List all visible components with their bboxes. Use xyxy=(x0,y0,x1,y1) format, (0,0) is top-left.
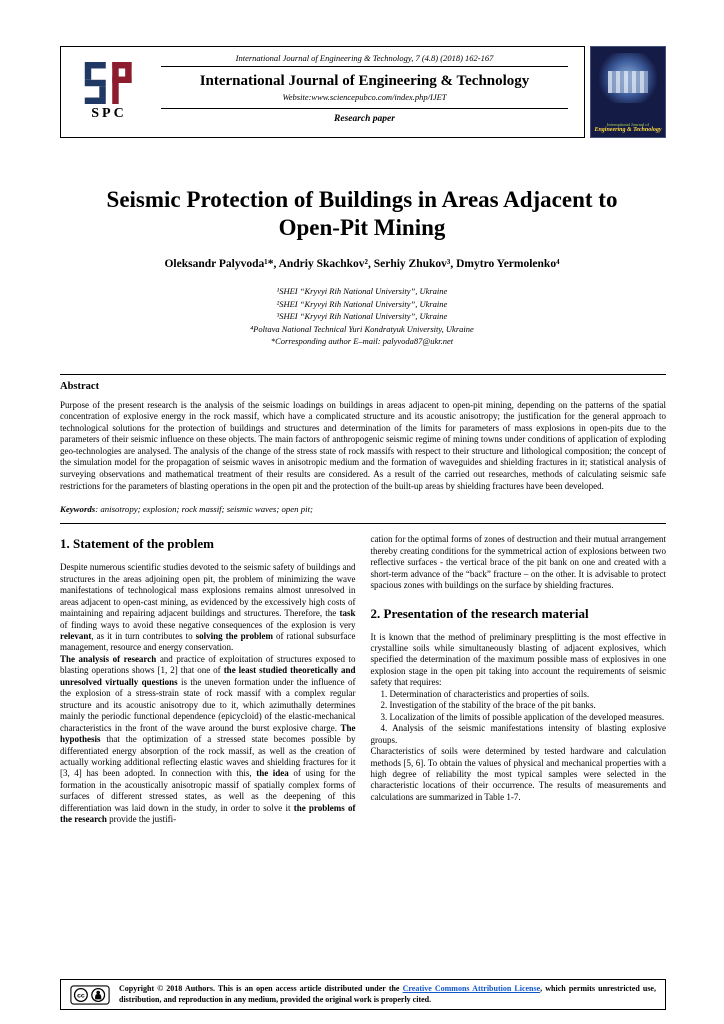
body-columns xyxy=(60,534,666,825)
journal-header-box xyxy=(60,46,585,138)
section-2-intro-paragraph: It is known that the method of preliminary presplitting is the most effective in crystalline soils while simultaneously blasting of adjacent explosives, which specified the determination of the maximum possible mass of explosives in one explosion stage in the open pit taking into account the requirements of seismic safety that requires: xyxy=(370,631,666,688)
svg-text:cc: cc xyxy=(77,991,85,999)
abstract-text: Purpose of the present research is the analysis of the seismic loadings on buildings in areas adjacent to open-pit mining, depending on the patterns of the spatial concentration of explosive energy in the rock massif, which have a complicated structure and its acoustic anisotropy; the justification for the general approach to technological solutions for the protection of buildings and structures and determination of the limits for parameters of mass explosions in open-pits due to the parameters of their seismic influence on these objects. The main factors of anthropogenic seismic regime of mining towns under conditions of application of exploding geo-technologies are analysed. The analysis of the change of the stress state of rock massifs with respect to their structure and lithological composition; the concept of the simulation model for the propagation of seismic waves in anisotropic medium and the formation of waveguides and shielding fractures in it; statistical analysis of surveying observations and mathematical treatment of their results are considered. As a result of the carried out researches, methods of calculating seismic safe restrictions for the parameters of blasting operations in the open pit and the protection of the built-up areas by shielding fractures have been developed. xyxy=(60,399,666,491)
cover-art-detail xyxy=(608,71,648,93)
list-item-2: 2. Investigation of the stability of the brace of the pit banks. xyxy=(380,700,596,711)
affiliation-2: ²SHEI “Kryvyi Rih National University”, Ukraine xyxy=(276,298,448,309)
abstract-heading: Abstract xyxy=(60,380,100,392)
cover-journal-name: Engineering & Technology xyxy=(594,127,662,133)
cc-by-license-icon xyxy=(70,985,110,1005)
list-item-1: 1. Determination of characteristics and properties of soils. xyxy=(380,688,590,699)
requirements-list xyxy=(371,689,667,746)
affiliation-3: ³SHEI “Kryvyi Rih National University”, Ukraine xyxy=(276,311,448,321)
journal-website-link[interactable]: Website:www.sciencepubco.com/index.php/IJET xyxy=(282,92,447,102)
affiliation-4: ⁴Poltava National Technical Yuri Kondratyuk University, Ukraine xyxy=(250,323,474,334)
copyright-notice: Copyright © 2018 Authors. This is an open access article distributed under the Creative Commons Attribution License, which permits unrestricted use, distribution, and reproduction in any medium, provided the original work is properly cited. xyxy=(119,984,656,1004)
divider xyxy=(161,66,568,67)
license-link[interactable]: Creative Commons Attribution License xyxy=(402,984,541,993)
right-column xyxy=(371,534,667,825)
journal-title: International Journal of Engineering & Technology xyxy=(199,73,530,89)
publisher-logo-text: SPC xyxy=(91,106,127,121)
license-footer xyxy=(60,979,666,1010)
list-item-3: 3. Localization of the limits of possible application of the developed measures. xyxy=(380,711,665,722)
section-2-closing-paragraph: Characteristics of soils were determined by tested hardware and calculation methods [5, 6]. To obtain the values of physical and mechanical properties with a high degree of reliability the most typical samples were selected in the characteristic locations of their occurrence. The results of measurements and calculations are summarized in Table 1-7. xyxy=(370,746,666,802)
cover-caption xyxy=(593,122,663,133)
section-2-heading: 2. Presentation of the research material xyxy=(370,605,589,621)
divider xyxy=(161,108,568,109)
article-title: Seismic Protection of Buildings in Areas Adjacent to Open-Pit Mining xyxy=(106,187,618,240)
paper-type-label: Research paper xyxy=(334,114,395,124)
corresponding-author-email: *Corresponding author E–mail: palyvoda87@ukr.net xyxy=(270,336,454,346)
spc-logo-icon xyxy=(83,62,135,104)
affiliations-block xyxy=(0,285,724,348)
publisher-logo xyxy=(67,50,151,134)
authors-line: Oleksandr Palyvoda¹*, Andriy Skachkov², Serhiy Zhukov³, Dmytro Yermolenko⁴ xyxy=(164,258,560,270)
journal-header-center xyxy=(151,50,578,134)
cover-journal-prefix: International Journal of xyxy=(606,122,650,127)
section-1-paragraph-2: The analysis of research and practice of exploitation of structures exposed to blasting operations shows [1, 2] that one of the least studied theoretically and unresolved virtually questions is the uneven formation under the influence of the explosion of a stress-strain state of rock massif with a complex regular structure and its acoustic anisotropy due to it, which azimuthally determines mainly the periodic functional dependence (epicycloid) of the elastic-mechanical characteristics in the front of the wave around the burst explosive charge. The hypothesis that the optimization of a stressed state becomes possible by differentiated energy absorption of the rock massif, as well as the creation of actually working additional reflecting elastic waves and shielding fractures for it [3, 4] has been adopted. In connection with this, the idea of using for the formation in the acoustically anisotropic massif of spatially complex forms of surfaces of different stressed states, as well as the deepening of this differentiation was laid down in the study, in order to solve it the problems of the research provide the justifi- xyxy=(60,653,356,825)
list-item-4: 4. Analysis of the seismic manifestations intensity of blasting explosive groups. xyxy=(370,723,666,745)
affiliation-1: ¹SHEI “Kryvyi Rih National University”, Ukraine xyxy=(276,286,448,296)
journal-header-row xyxy=(60,46,666,138)
section-1-paragraph-1: Despite numerous scientific studies devoted to the seismic safety of buildings and structures in the areas adjoining open pit, the problem of minimizing the wave manifestations of technological mass explosions remains almost unresolved in areas adjacent to open-cast mining, as evidenced by the excessively high costs of maintaining and repairing adjacent buildings and structures. Therefore, the task of finding ways to avoid these negative consequences of the explosion is very relevant, as it in turn contributes to solving the problem of rational subsurface management, resource and energy conservation. xyxy=(60,562,356,653)
section-1-heading: 1. Statement of the problem xyxy=(60,536,214,552)
keywords-line: Keywords: anisotropy; explosion; rock massif; seismic waves; open pit; xyxy=(60,504,313,515)
divider xyxy=(60,523,666,524)
divider xyxy=(60,374,666,375)
journal-cover-thumbnail xyxy=(590,46,666,138)
section-1-paragraph-continued: cation for the optimal forms of zones of destruction and their mutual arrangement thereby creating conditions for the symmetrical action of explosions between two reflective surfaces - the vertical brace of the pit bank on one and created with a short-term advance of the “back” fracture – on the other. It is advisable to protect spacious zones with buildings on the surface by shielding fractures. xyxy=(370,534,666,591)
journal-citation: International Journal of Engineering & Technology, 7 (4.8) (2018) 162-167 xyxy=(235,53,494,63)
left-column xyxy=(60,534,356,825)
